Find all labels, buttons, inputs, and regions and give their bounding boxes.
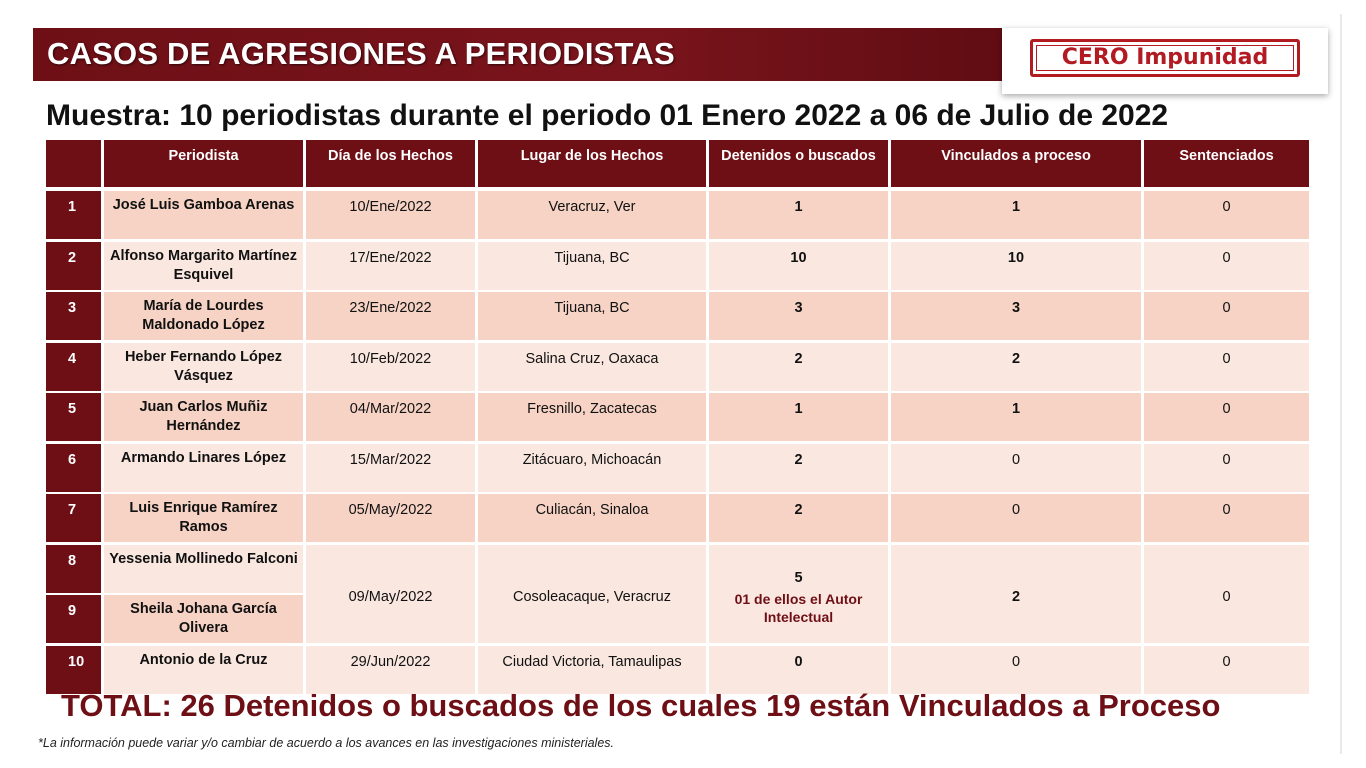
detenidos-value: 5	[794, 569, 803, 586]
lugar-cell: Fresnillo, Zacatecas	[478, 393, 706, 441]
logo-box	[1002, 28, 1328, 94]
sentenciados-cell: 0	[1144, 343, 1309, 391]
header-detenidos-column: Detenidos o buscados	[709, 140, 888, 187]
fecha-cell: 10/Ene/2022	[306, 191, 475, 239]
journalist-name: María de Lourdes Maldonado López	[104, 292, 303, 340]
fecha-cell: 23/Ene/2022	[306, 292, 475, 340]
journalist-name: José Luis Gamboa Arenas	[104, 191, 303, 239]
lugar-cell: Salina Cruz, Oaxaca	[478, 343, 706, 391]
vinculados-cell: 0	[891, 444, 1141, 492]
header-lugar-column: Lugar de los Hechos	[478, 140, 706, 187]
sentenciados-cell: 0	[1144, 646, 1309, 694]
page-title: CASOS DE AGRESIONES A PERIODISTAS	[47, 36, 675, 71]
journalist-name: Sheila Johana García Olivera	[104, 595, 303, 643]
vinculados-cell: 1	[891, 393, 1141, 441]
vinculados-cell: 2	[891, 343, 1141, 391]
sentenciados-cell-merged: 0	[1144, 545, 1309, 644]
row-number: 7	[46, 494, 101, 542]
lugar-cell-merged: Cosoleacaque, Veracruz	[478, 545, 706, 644]
header-periodista-column: Periodista	[104, 140, 303, 187]
fecha-cell: 17/Ene/2022	[306, 242, 475, 290]
detenidos-cell-merged	[709, 545, 888, 644]
cero-impunidad-logo: CERO Impunidad	[1030, 39, 1300, 77]
lugar-cell: Tijuana, BC	[478, 292, 706, 340]
row-number: 1	[46, 191, 101, 239]
fecha-cell: 10/Feb/2022	[306, 343, 475, 391]
fecha-cell-merged: 09/May/2022	[306, 545, 475, 644]
row-number: 4	[46, 343, 101, 391]
sentenciados-cell: 0	[1144, 494, 1309, 542]
detenidos-note: 01 de ellos el Autor Intelectual	[734, 590, 863, 625]
journalist-name: Yessenia Mollinedo Falconi	[104, 545, 303, 593]
sentenciados-cell: 0	[1144, 242, 1309, 290]
vinculados-cell-merged: 2	[891, 545, 1141, 644]
header-sentenciados-column: Sentenciados	[1144, 140, 1309, 187]
slide-edge-divider	[1340, 14, 1342, 754]
row-number: 8	[46, 545, 101, 593]
row-number: 5	[46, 393, 101, 441]
detenidos-cell: 0	[709, 646, 888, 694]
sentenciados-cell: 0	[1144, 292, 1309, 340]
row-number: 10	[46, 646, 101, 694]
footnote: *La información puede variar y/o cambiar de acuerdo a los avances en las investigaciones ministeriales.	[38, 736, 615, 750]
journalist-name: Alfonso Margarito Martínez Esquivel	[104, 242, 303, 290]
detenidos-cell: 1	[709, 393, 888, 441]
journalist-name: Luis Enrique Ramírez Ramos	[104, 494, 303, 542]
detenidos-cell: 2	[709, 444, 888, 492]
detenidos-cell: 2	[709, 343, 888, 391]
lugar-cell: Tijuana, BC	[478, 242, 706, 290]
journalist-name: Armando Linares López	[104, 444, 303, 492]
detenidos-cell: 10	[709, 242, 888, 290]
fecha-cell: 29/Jun/2022	[306, 646, 475, 694]
fecha-cell: 04/Mar/2022	[306, 393, 475, 441]
vinculados-cell: 0	[891, 646, 1141, 694]
sentenciados-cell: 0	[1144, 393, 1309, 441]
fecha-cell: 15/Mar/2022	[306, 444, 475, 492]
header-number-column	[46, 140, 101, 187]
title-bar	[33, 28, 1033, 81]
fecha-cell: 05/May/2022	[306, 494, 475, 542]
detenidos-cell: 3	[709, 292, 888, 340]
detenidos-cell: 1	[709, 191, 888, 239]
journalist-name: Heber Fernando López Vásquez	[104, 343, 303, 391]
journalist-name: Juan Carlos Muñiz Hernández	[104, 393, 303, 441]
sentenciados-cell: 0	[1144, 191, 1309, 239]
subtitle: Muestra: 10 periodistas durante el periodo 01 Enero 2022 a 06 de Julio de 2022	[46, 99, 1169, 132]
lugar-cell: Zitácuaro, Michoacán	[478, 444, 706, 492]
lugar-cell: Veracruz, Ver	[478, 191, 706, 239]
row-number: 6	[46, 444, 101, 492]
lugar-cell: Culiacán, Sinaloa	[478, 494, 706, 542]
journalist-name: Antonio de la Cruz	[104, 646, 303, 694]
vinculados-cell: 10	[891, 242, 1141, 290]
header-vinculados-column: Vinculados a proceso	[891, 140, 1141, 187]
row-number: 3	[46, 292, 101, 340]
detenidos-cell: 2	[709, 494, 888, 542]
vinculados-cell: 0	[891, 494, 1141, 542]
lugar-cell: Ciudad Victoria, Tamaulipas	[478, 646, 706, 694]
vinculados-cell: 1	[891, 191, 1141, 239]
row-number: 2	[46, 242, 101, 290]
sentenciados-cell: 0	[1144, 444, 1309, 492]
vinculados-cell: 3	[891, 292, 1141, 340]
header-fecha-column: Día de los Hechos	[306, 140, 475, 187]
total-summary: TOTAL: 26 Detenidos o buscados de los cuales 19 están Vinculados a Proceso	[61, 688, 1221, 723]
row-number: 9	[46, 595, 101, 643]
